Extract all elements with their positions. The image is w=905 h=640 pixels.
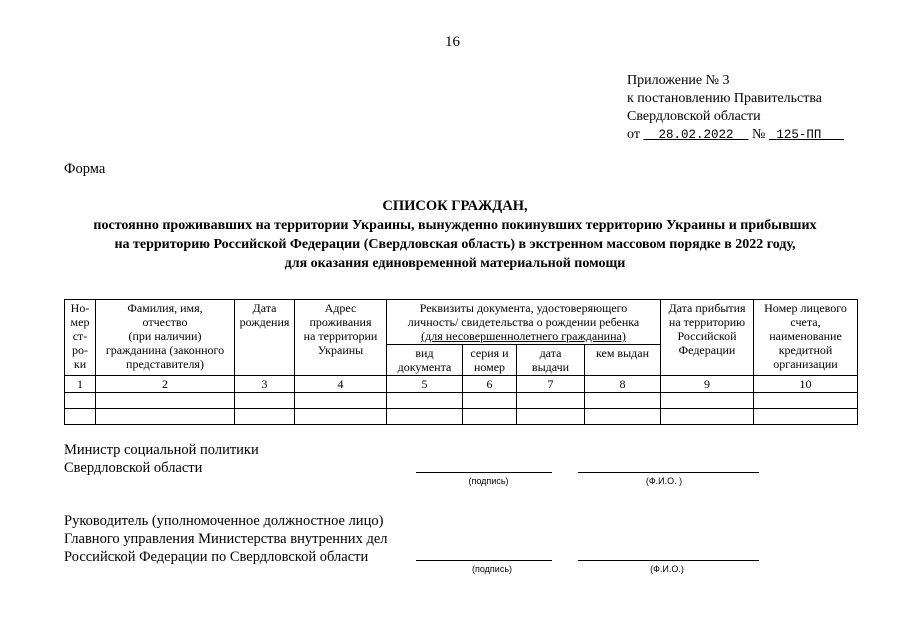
date-prefix: от <box>627 127 640 142</box>
title-line-2: постоянно проживавших на территории Украины, вынужденно покинувших территорию Украины и прибывших <box>93 218 817 233</box>
header-doc-type: вид документа <box>387 345 463 376</box>
form-label: Форма <box>64 161 106 177</box>
header-doc-series: серия и номер <box>463 345 517 376</box>
title-line-3: на территорию Российской Федерации (Свердловская область) в экстренном массовом порядке в 2022 году, <box>114 237 796 252</box>
name-1-caption: (Ф.И.О. ) <box>645 476 683 486</box>
signer-1-title: Министр социальной политики Свердловской области <box>64 442 259 476</box>
col-number: 6 <box>463 376 517 393</box>
column-numbers-row <box>65 376 858 393</box>
citizens-table <box>64 299 858 425</box>
header-doc-date: дата выдачи <box>517 345 585 376</box>
col-number: 1 <box>65 376 96 393</box>
signature-1-line[interactable] <box>416 472 552 473</box>
document-title <box>40 197 870 273</box>
signer-2-title: Руководитель (уполномоченное должностное лицо) Главного управления Министерства внутренних дел Российской Федерации по Свердловской области <box>64 513 388 565</box>
col-number: 9 <box>661 376 754 393</box>
header-row-number: Но- мер ст- ро- ки <box>65 300 96 376</box>
empty-row[interactable] <box>65 393 858 409</box>
col-number: 3 <box>235 376 295 393</box>
appendix-line-2: к постановлению Правительства <box>627 91 823 106</box>
resolution-date: 28.02.2022 <box>658 128 734 142</box>
col-number: 2 <box>96 376 235 393</box>
appendix-date-line <box>627 126 844 144</box>
header-birth-date: Дата рождения <box>235 300 295 376</box>
name-2-line[interactable] <box>578 560 759 561</box>
header-address: Адрес проживания на территории Украины <box>295 300 387 376</box>
number-prefix: № <box>751 127 766 142</box>
appendix-line-1: Приложение № 3 <box>627 73 730 88</box>
title-line-4: для оказания единовременной материальной помощи <box>284 256 626 271</box>
appendix-block <box>627 72 844 144</box>
signature-2-caption: (подпись) <box>471 564 513 574</box>
col-number: 7 <box>517 376 585 393</box>
name-2-caption: (Ф.И.О.) <box>650 564 684 574</box>
col-number: 10 <box>754 376 858 393</box>
header-document-details: Реквизиты документа, удостоверяющего личность/ свидетельства о рождении ребенка (для несовершеннолетнего гражданина) <box>387 300 661 345</box>
signature-2-line[interactable] <box>416 560 552 561</box>
page-number: 16 <box>445 34 460 50</box>
col-number: 4 <box>295 376 387 393</box>
title-main: СПИСОК ГРАЖДАН, <box>382 198 528 214</box>
header-arrival-date: Дата прибытия на территорию Российской Федерации <box>661 300 754 376</box>
header-doc-issuer: кем выдан <box>585 345 661 376</box>
empty-row[interactable] <box>65 409 858 425</box>
resolution-number: 125-ПП <box>776 128 822 142</box>
col-number: 8 <box>585 376 661 393</box>
appendix-line-3: Свердловской области <box>627 109 761 124</box>
name-1-line[interactable] <box>578 472 759 473</box>
header-row-1 <box>65 300 858 345</box>
header-full-name: Фамилия, имя, отчество (при наличии) гражданина (законного представителя) <box>96 300 235 376</box>
signature-1-caption: (подпись) <box>468 476 509 486</box>
header-account: Номер лицевого счета, наименование кредитной организации <box>754 300 858 376</box>
col-number: 5 <box>387 376 463 393</box>
